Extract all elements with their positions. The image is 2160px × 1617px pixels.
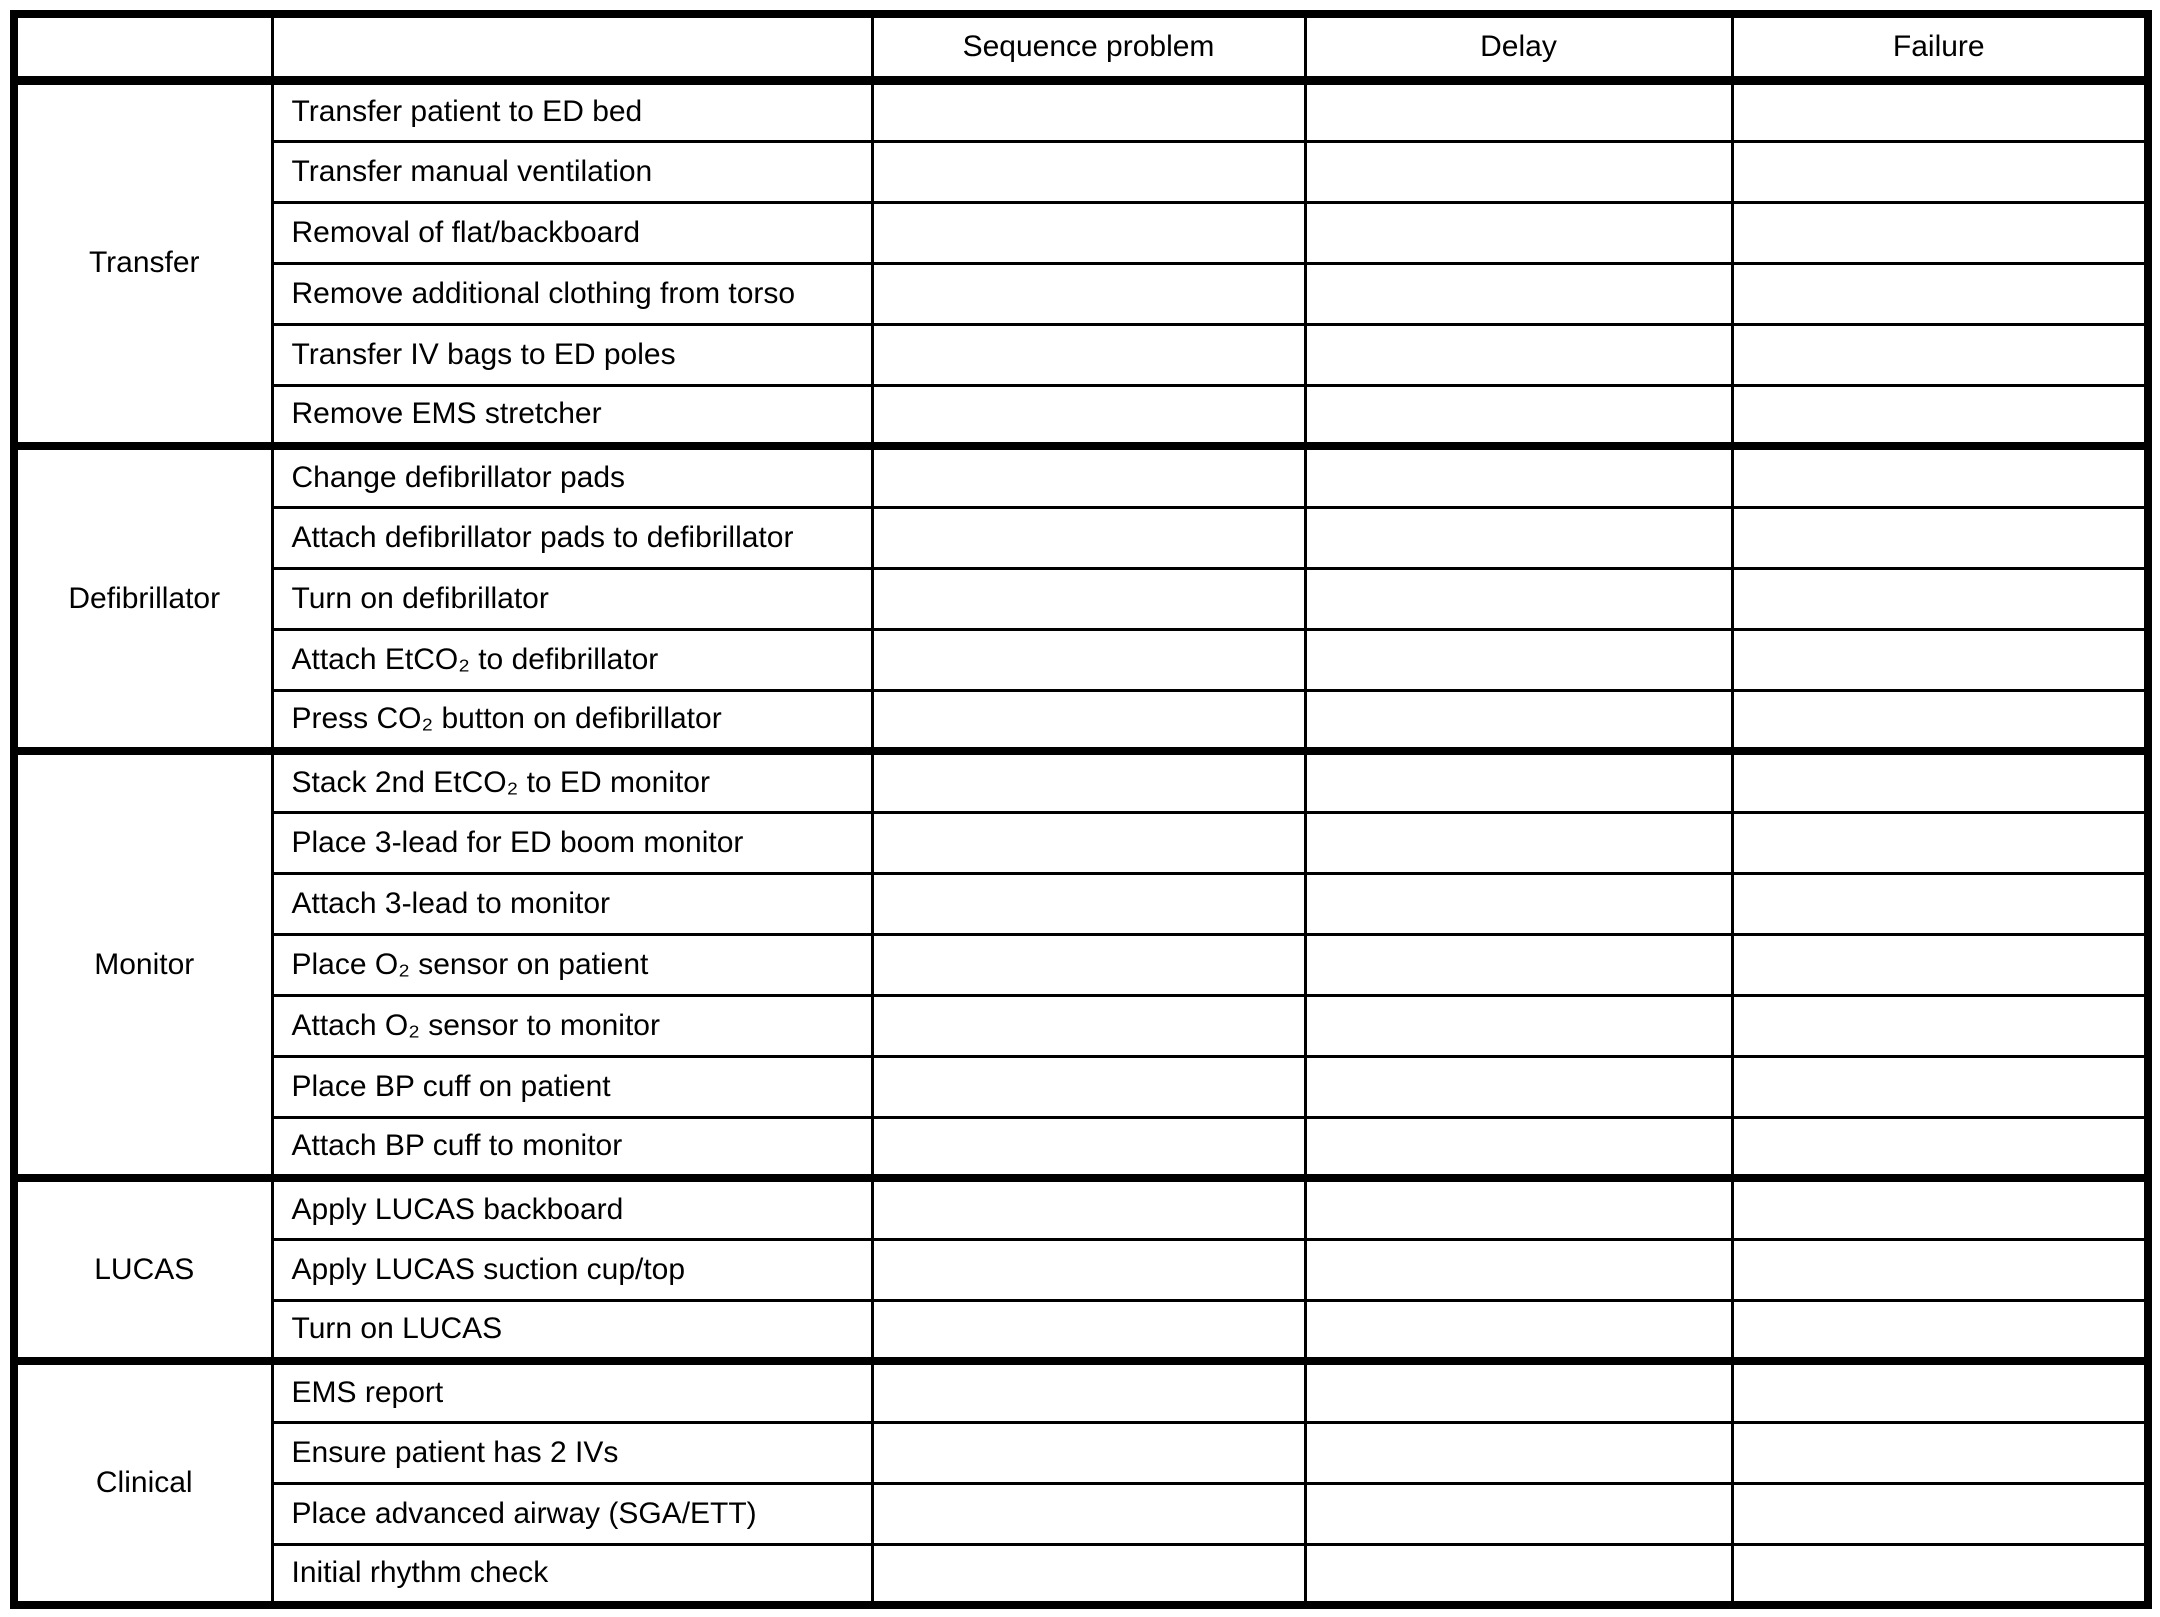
sequence-problem-cell <box>872 812 1305 873</box>
delay-cell <box>1305 1056 1732 1117</box>
category-cell-transfer: Transfer <box>14 80 272 446</box>
sequence-problem-cell <box>872 1056 1305 1117</box>
failure-cell <box>1732 1483 2148 1544</box>
delay-cell <box>1305 141 1732 202</box>
task-cell: Transfer IV bags to ED poles <box>272 324 872 385</box>
task-cell: Turn on LUCAS <box>272 1300 872 1361</box>
sequence-problem-cell <box>872 1422 1305 1483</box>
task-cell: Stack 2nd EtCO₂ to ED monitor <box>272 751 872 812</box>
table-row <box>14 812 2148 873</box>
sequence-problem-cell <box>872 934 1305 995</box>
category-cell-monitor: Monitor <box>14 751 272 1178</box>
task-cell: Place O₂ sensor on patient <box>272 934 872 995</box>
failure-cell <box>1732 812 2148 873</box>
task-cell: Remove EMS stretcher <box>272 385 872 446</box>
task-cell: Apply LUCAS suction cup/top <box>272 1239 872 1300</box>
failure-cell <box>1732 324 2148 385</box>
failure-cell <box>1732 568 2148 629</box>
table-row <box>14 1056 2148 1117</box>
failure-cell <box>1732 1117 2148 1178</box>
delay-cell <box>1305 1483 1732 1544</box>
delay-cell <box>1305 812 1732 873</box>
column-header-failure: Failure <box>1732 14 2148 80</box>
table-row <box>14 568 2148 629</box>
sequence-problem-cell <box>872 446 1305 507</box>
task-cell: Change defibrillator pads <box>272 446 872 507</box>
delay-cell <box>1305 1361 1732 1422</box>
delay-cell <box>1305 1239 1732 1300</box>
task-cell: Turn on defibrillator <box>272 568 872 629</box>
table-row <box>14 507 2148 568</box>
task-cell: Attach 3-lead to monitor <box>272 873 872 934</box>
sequence-problem-cell <box>872 1178 1305 1239</box>
table-row <box>14 324 2148 385</box>
failure-cell <box>1732 995 2148 1056</box>
failure-cell <box>1732 202 2148 263</box>
delay-cell <box>1305 1544 1732 1605</box>
sequence-problem-cell <box>872 1483 1305 1544</box>
task-cell: Transfer patient to ED bed <box>272 80 872 141</box>
delay-cell <box>1305 751 1732 812</box>
failure-cell <box>1732 690 2148 751</box>
sequence-problem-cell <box>872 629 1305 690</box>
delay-cell <box>1305 873 1732 934</box>
table-row <box>14 690 2148 751</box>
table-row <box>14 1117 2148 1178</box>
delay-cell <box>1305 1178 1732 1239</box>
task-cell: Press CO₂ button on defibrillator <box>272 690 872 751</box>
task-cell: Attach BP cuff to monitor <box>272 1117 872 1178</box>
sequence-problem-cell <box>872 202 1305 263</box>
task-cell: Removal of flat/backboard <box>272 202 872 263</box>
column-header-delay: Delay <box>1305 14 1732 80</box>
table-row <box>14 873 2148 934</box>
task-cell: Initial rhythm check <box>272 1544 872 1605</box>
delay-cell <box>1305 324 1732 385</box>
failure-cell <box>1732 751 2148 812</box>
delay-cell <box>1305 934 1732 995</box>
table-row <box>14 1544 2148 1605</box>
task-cell: Place 3-lead for ED boom monitor <box>272 812 872 873</box>
sequence-problem-cell <box>872 507 1305 568</box>
delay-cell <box>1305 1300 1732 1361</box>
category-cell-lucas: LUCAS <box>14 1178 272 1361</box>
sequence-problem-cell <box>872 690 1305 751</box>
table-row <box>14 80 2148 141</box>
failure-cell <box>1732 263 2148 324</box>
delay-cell <box>1305 446 1732 507</box>
table-body <box>14 80 2148 1605</box>
failure-cell <box>1732 141 2148 202</box>
task-cell: Attach defibrillator pads to defibrillator <box>272 507 872 568</box>
delay-cell <box>1305 202 1732 263</box>
table-row <box>14 1178 2148 1239</box>
table-row <box>14 141 2148 202</box>
task-cell: Place BP cuff on patient <box>272 1056 872 1117</box>
task-cell: Attach O₂ sensor to monitor <box>272 995 872 1056</box>
delay-cell <box>1305 629 1732 690</box>
sequence-problem-cell <box>872 1361 1305 1422</box>
header-category-blank <box>14 14 272 80</box>
sequence-problem-cell <box>872 1117 1305 1178</box>
category-cell-defibrillator: Defibrillator <box>14 446 272 751</box>
table-row <box>14 446 2148 507</box>
sequence-problem-cell <box>872 385 1305 446</box>
failure-cell <box>1732 507 2148 568</box>
delay-cell <box>1305 385 1732 446</box>
delay-cell <box>1305 80 1732 141</box>
sequence-problem-cell <box>872 873 1305 934</box>
sequence-problem-cell <box>872 1300 1305 1361</box>
table-row <box>14 995 2148 1056</box>
sequence-problem-cell <box>872 141 1305 202</box>
delay-cell <box>1305 1117 1732 1178</box>
delay-cell <box>1305 507 1732 568</box>
failure-cell <box>1732 1239 2148 1300</box>
table-row <box>14 202 2148 263</box>
failure-cell <box>1732 1422 2148 1483</box>
delay-cell <box>1305 568 1732 629</box>
task-cell: Apply LUCAS backboard <box>272 1178 872 1239</box>
category-cell-clinical: Clinical <box>14 1361 272 1605</box>
sequence-problem-cell <box>872 1239 1305 1300</box>
task-cell: Transfer manual ventilation <box>272 141 872 202</box>
failure-cell <box>1732 385 2148 446</box>
table-row <box>14 1239 2148 1300</box>
table-row <box>14 1361 2148 1422</box>
failure-cell <box>1732 1056 2148 1117</box>
failure-cell <box>1732 873 2148 934</box>
failure-cell <box>1732 1178 2148 1239</box>
failure-cell <box>1732 1300 2148 1361</box>
delay-cell <box>1305 263 1732 324</box>
table-header <box>14 14 2148 80</box>
table-row <box>14 1422 2148 1483</box>
table-row <box>14 751 2148 812</box>
header-row <box>14 14 2148 80</box>
sequence-problem-cell <box>872 263 1305 324</box>
task-cell: Ensure patient has 2 IVs <box>272 1422 872 1483</box>
failure-cell <box>1732 446 2148 507</box>
sequence-problem-cell <box>872 995 1305 1056</box>
failure-cell <box>1732 80 2148 141</box>
table-row <box>14 385 2148 446</box>
column-header-sequence-problem: Sequence problem <box>872 14 1305 80</box>
table-row <box>14 934 2148 995</box>
checklist-table <box>10 10 2152 1609</box>
sequence-problem-cell <box>872 1544 1305 1605</box>
table-row <box>14 1483 2148 1544</box>
delay-cell <box>1305 690 1732 751</box>
task-cell: Attach EtCO₂ to defibrillator <box>272 629 872 690</box>
task-cell: Place advanced airway (SGA/ETT) <box>272 1483 872 1544</box>
sequence-problem-cell <box>872 324 1305 385</box>
failure-cell <box>1732 934 2148 995</box>
table-row <box>14 263 2148 324</box>
failure-cell <box>1732 1544 2148 1605</box>
table-row <box>14 1300 2148 1361</box>
delay-cell <box>1305 995 1732 1056</box>
header-task-blank <box>272 14 872 80</box>
failure-cell <box>1732 1361 2148 1422</box>
failure-cell <box>1732 629 2148 690</box>
task-cell: Remove additional clothing from torso <box>272 263 872 324</box>
table-row <box>14 629 2148 690</box>
sequence-problem-cell <box>872 751 1305 812</box>
task-cell: EMS report <box>272 1361 872 1422</box>
delay-cell <box>1305 1422 1732 1483</box>
sequence-problem-cell <box>872 568 1305 629</box>
sequence-problem-cell <box>872 80 1305 141</box>
